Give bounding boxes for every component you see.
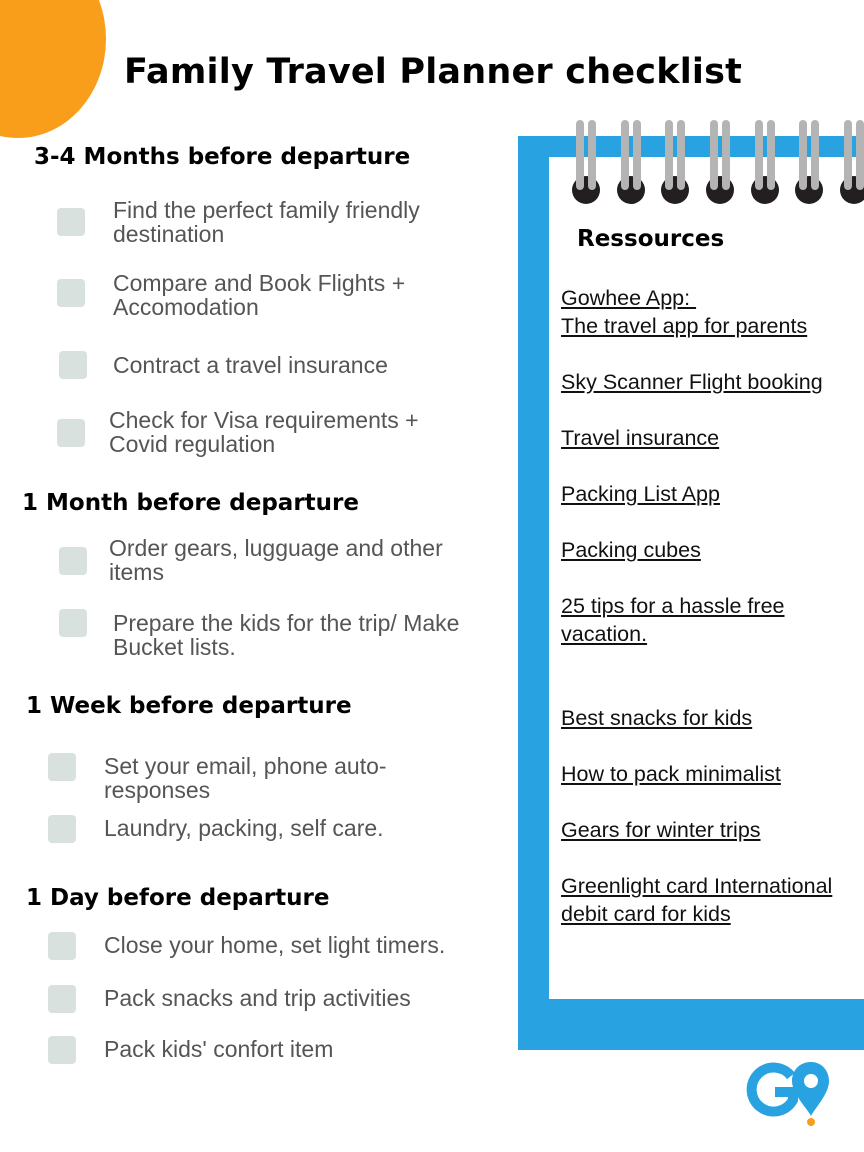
section-heading-1-month: 1 Month before departure <box>22 490 359 516</box>
orange-blob-decoration <box>0 0 106 138</box>
checkbox[interactable] <box>57 208 85 236</box>
spiral-ring-icon <box>571 120 601 206</box>
checkbox[interactable] <box>57 419 85 447</box>
checkbox[interactable] <box>48 815 76 843</box>
spiral-ring-icon <box>794 120 824 206</box>
link-gowhee-app[interactable]: Gowhee App: The travel app for parents <box>561 286 808 338</box>
checklist-item-label: Close your home, set light timers. <box>104 932 446 958</box>
section-heading-1-day: 1 Day before departure <box>26 885 330 911</box>
spiral-ring-icon <box>839 120 864 206</box>
checklist-item-label: Set your email, phone auto- responses <box>104 753 387 803</box>
spiral-ring-icon <box>705 120 735 206</box>
checklist-item-label: Pack kids' confort item <box>104 1036 334 1062</box>
page-title: Family Travel Planner checklist <box>124 52 743 92</box>
checklist-item-label: Order gears, lugguage and other items <box>109 535 443 585</box>
link-best-snacks[interactable]: Best snacks for kids <box>561 706 753 730</box>
checkbox[interactable] <box>48 985 76 1013</box>
link-packing-cubes[interactable]: Packing cubes <box>561 538 701 562</box>
link-greenlight-card[interactable]: Greenlight card International debit card for kids <box>561 874 833 926</box>
checkbox[interactable] <box>57 279 85 307</box>
link-travel-insurance[interactable]: Travel insurance <box>561 426 720 450</box>
checklist-item-label: Check for Visa requirements + Covid regulation <box>109 407 419 457</box>
checklist-item-label: Compare and Book Flights + Accomodation <box>113 270 406 320</box>
checklist-item-label: Prepare the kids for the trip/ Make Bucket lists. <box>113 610 460 660</box>
spiral-binding <box>571 120 864 210</box>
link-25-tips[interactable]: 25 tips for a hassle free vacation. <box>561 594 785 646</box>
link-winter-gears[interactable]: Gears for winter trips <box>561 818 761 842</box>
section-heading-3-4-months: 3-4 Months before departure <box>34 144 411 170</box>
spiral-ring-icon <box>660 120 690 206</box>
gowhee-logo-icon <box>745 1060 831 1126</box>
checkbox[interactable] <box>48 753 76 781</box>
checkbox[interactable] <box>59 609 87 637</box>
link-sky-scanner[interactable]: Sky Scanner Flight booking <box>561 370 823 394</box>
checkbox[interactable] <box>48 1036 76 1064</box>
checkbox[interactable] <box>59 351 87 379</box>
spiral-ring-icon <box>616 120 646 206</box>
checkbox[interactable] <box>48 932 76 960</box>
link-pack-minimalist[interactable]: How to pack minimalist <box>561 762 781 786</box>
checklist-item-label: Contract a travel insurance <box>113 352 388 378</box>
resources-heading: Ressources <box>577 226 725 252</box>
section-heading-1-week: 1 Week before departure <box>26 693 352 719</box>
spiral-ring-icon <box>750 120 780 206</box>
checklist-item-label: Find the perfect family friendly destination <box>113 197 420 247</box>
checklist-item-label: Laundry, packing, self care. <box>104 815 384 841</box>
link-packing-list-app[interactable]: Packing List App <box>561 482 720 506</box>
checklist-item-label: Pack snacks and trip activities <box>104 985 411 1011</box>
checkbox[interactable] <box>59 547 87 575</box>
